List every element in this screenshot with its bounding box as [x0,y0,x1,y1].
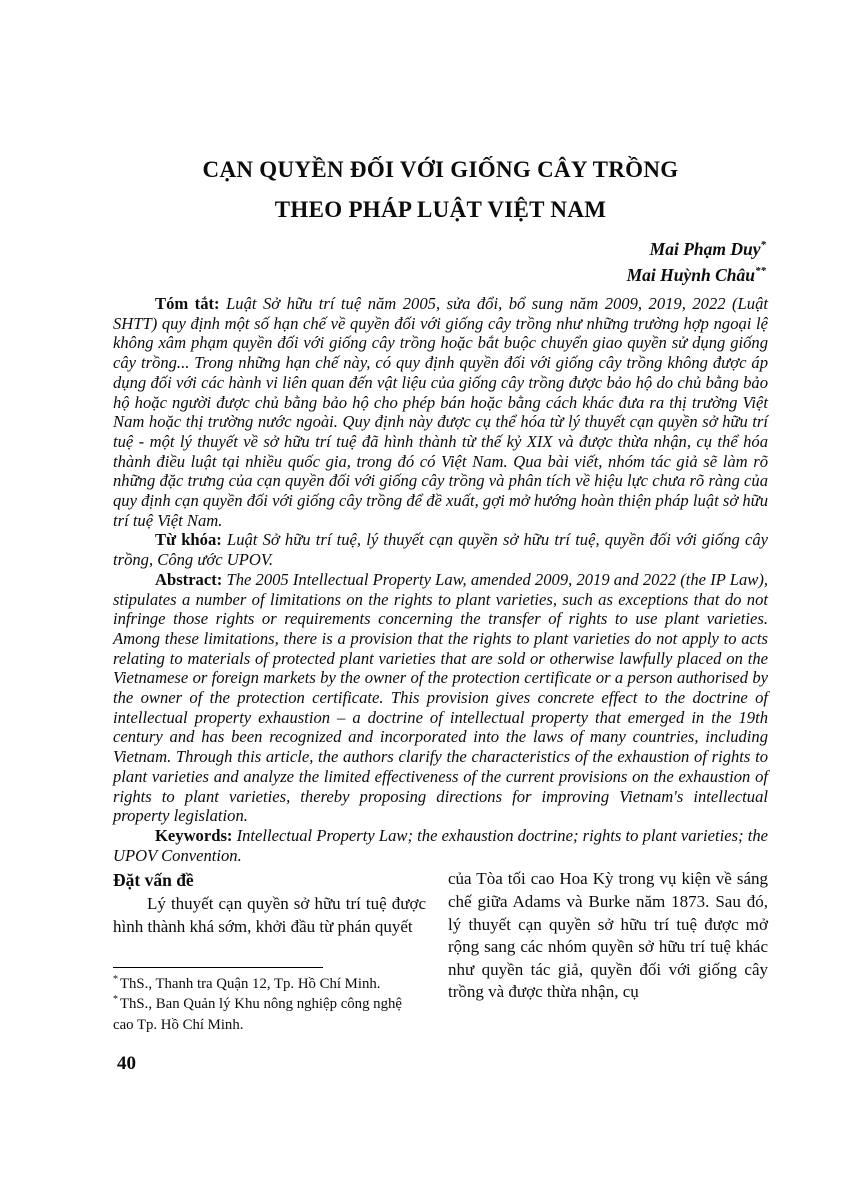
keywords-en-paragraph [113,826,768,865]
author-list [113,236,768,288]
section-heading: Đặt vấn đề [113,870,194,891]
right-column-paragraph: của Tòa tối cao Hoa Kỳ trong vụ kiện về sáng chế giữa Adams và Burke năm 1873. Sau đó, lý thuyết cạn quyền sở hữu trí tuệ được mở rộng sang các nhóm quyền sở hữu trí tuệ khác như quyền tác giả, quyền đối với giống cây trồng và được thừa nhận, cụ [448,869,768,1002]
abstract-vi-label: Tóm tắt: [155,294,220,313]
keywords-en-label: Keywords: [155,825,233,845]
two-column-body [113,868,768,1036]
footnote [113,994,426,1036]
footnote-text: ThS., Ban Quản lý Khu nông nghiệp công nghệ cao Tp. Hồ Chí Minh. [113,996,402,1034]
author-footnote-marker: ** [755,265,766,278]
keywords-vi-paragraph [113,530,768,569]
footnote-separator-rule [113,967,323,968]
footnote-marker: * [113,994,118,1006]
page-number: 40 [117,1053,136,1074]
author-name: Mai Phạm Duy* [649,239,766,259]
right-column [448,868,768,1036]
page-title [113,150,768,230]
footnote-text: ThS., Thanh tra Quận 12, Tp. Hồ Chí Minh. [120,975,381,992]
abstract-en-paragraph [113,570,768,826]
article-content [113,150,768,1036]
abstract-en-label: Abstract: [155,569,223,589]
author-name: Mai Huỳnh Châu** [626,265,766,285]
abstract-en-text: The 2005 Intellectual Property Law, amended 2009, 2019 and 2022 (the IP Law), stipulates a number of limitations on the rights to plant varieties, such as exceptions that do not infringe those rights or requirements concerning the transfer of rights to use plant varieties. Among these limitations, there is a provision that the rights to plant varieties do not apply to acts relating to materials of protected plant varieties that are sold or otherwise lawfully placed on the Vietnamese or foreign markets by the owner of the protection certificate or a person authorised by the owner of the protection certificate. This provision gives concrete effect to the doctrine of intellectual property exhaustion – a doctrine of intellectual property that emerged in the 19th century and has been recognized and incorporated into the laws of many countries, including Vietnam. Through this article, the authors clarify the characteristics of the exhaustion of rights to plant varieties and analyze the limited effectiveness of the current provisions on the exhaustion of rights to plant varieties, thereby proposing directions for improving Vietnam's intellectual property legislation. [113,569,769,826]
abstract-vi-paragraph [113,294,768,530]
page-title-line-1: CẠN QUYỀN ĐỐI VỚI GIỐNG CÂY TRỒNG [202,157,679,182]
footnote [113,974,426,995]
abstract-vi-text: Luật Sở hữu trí tuệ năm 2005, sửa đổi, bổ sung năm 2009, 2019, 2022 (Luật SHTT) quy định một số hạn chế về quyền đối với giống cây trồng như những trường hợp ngoại lệ không xâm phạm quyền đối với giống cây trồng hoặc bắt buộc chuyển giao quyền sử dụng giống cây trồng... Trong những hạn chế này, có quy định quyền đối với giống cây trồng không được áp dụng đối với các hành vi liên quan đến vật liệu của giống cây trồng được bảo hộ do chủ bằng bảo hộ hoặc người được chủ bằng bảo hộ cho phép bán hoặc bằng cách khác đưa ra thị trường Việt Nam hoặc thị trường nước ngoài. Quy định này được cụ thể hóa từ lý thuyết cạn quyền sở hữu trí tuệ - một lý thuyết về sở hữu trí tuệ đã hình thành từ thế kỷ XIX và được thừa nhận, cụ thể hóa thành điều luật tại nhiều quốc gia, trong đó có Việt Nam. Qua bài viết, nhóm tác giả sẽ làm rõ những đặc trưng của cạn quyền đối với giống cây trồng và phân tích về hiệu lực chưa rõ ràng của quy định cạn quyền đối với giống cây trồng để đề xuất, gợi mở hướng hoàn thiện pháp luật sở hữu trí tuệ Việt Nam. [113,294,768,530]
footnote-block [113,967,426,1036]
footnote-marker: * [113,973,118,985]
page-title-line-2: THEO PHÁP LUẬT VIỆT NAM [274,197,607,222]
author-footnote-marker: * [760,239,766,252]
keywords-vi-text: Luật Sở hữu trí tuệ, lý thuyết cạn quyền sở hữu trí tuệ, quyền đối với giống cây trồng, Công ước UPOV. [113,530,768,570]
left-column-paragraph: Lý thuyết cạn quyền sở hữu trí tuệ được hình thành khá sớm, khởi đầu từ phán quyết [113,894,426,936]
keywords-en-text: Intellectual Property Law; the exhaustion doctrine; rights to plant varieties; the UPOV Convention. [113,825,768,865]
keywords-vi-label: Từ khóa: [155,530,222,550]
left-column [113,868,426,1036]
